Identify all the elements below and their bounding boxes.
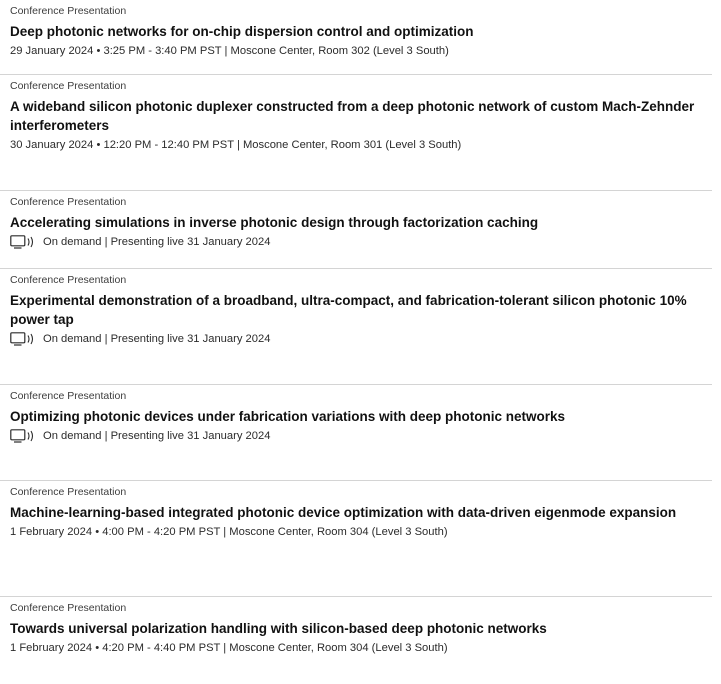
presentation-type-label: Conference Presentation [10,274,127,286]
presentation-schedule-text: 1 February 2024 • 4:00 PM - 4:20 PM PST | Moscone Center, Room 304 (Level 3 South) [10,526,448,538]
presentation-title-link[interactable]: Accelerating simulations in inverse photonic design through factorization caching [10,215,539,230]
presentation-meta [10,234,702,250]
presentation-title-link[interactable]: A wideband silicon photonic duplexer constructed from a deep photonic network of custom Mach-Zehnder interferometers [10,99,695,133]
on-demand-icon [10,332,38,346]
presentation-meta [10,428,702,444]
presentation-title-link[interactable]: Deep photonic networks for on-chip dispersion control and optimization [10,24,474,39]
presentation-type-label: Conference Presentation [10,196,127,208]
presentation-type-label: Conference Presentation [10,486,127,498]
presentation-schedule-text: 29 January 2024 • 3:25 PM - 3:40 PM PST | Moscone Center, Room 302 (Level 3 South) [10,45,449,57]
presentation-item [0,385,712,481]
presentation-title-link[interactable]: Towards universal polarization handling with silicon-based deep photonic networks [10,621,547,636]
presentation-schedule-text: On demand | Presenting live 31 January 2024 [43,236,271,248]
presentation-item [0,0,712,75]
presentation-item [0,191,712,269]
presentation-schedule-text: 1 February 2024 • 4:20 PM - 4:40 PM PST | Moscone Center, Room 304 (Level 3 South) [10,642,448,654]
presentation-title-link[interactable]: Optimizing photonic devices under fabrication variations with deep photonic networks [10,409,566,424]
presentation-type-label: Conference Presentation [10,5,127,17]
on-demand-icon [10,429,38,443]
on-demand-icon [10,235,38,249]
presentation-type-label: Conference Presentation [10,602,127,614]
presentation-schedule-text: On demand | Presenting live 31 January 2024 [43,430,271,442]
presentation-title-link[interactable]: Experimental demonstration of a broadband, ultra-compact, and fabrication-tolerant silicon photonic 10% power tap [10,293,687,327]
presentation-meta [10,640,702,656]
presentation-schedule-text: On demand | Presenting live 31 January 2024 [43,333,271,345]
presentation-meta [10,137,702,153]
presentation-item [0,481,712,597]
presentation-type-label: Conference Presentation [10,390,127,402]
presentation-meta [10,43,702,59]
presentation-title-link[interactable]: Machine-learning-based integrated photonic device optimization with data-driven eigenmode expansion [10,505,677,520]
presentation-item [0,269,712,385]
presentation-meta [10,331,702,347]
presentation-item [0,75,712,191]
presentation-item [0,597,712,684]
presentation-schedule-text: 30 January 2024 • 12:20 PM - 12:40 PM PST | Moscone Center, Room 301 (Level 3 South) [10,139,462,151]
presentation-meta [10,524,702,540]
presentation-type-label: Conference Presentation [10,80,127,92]
